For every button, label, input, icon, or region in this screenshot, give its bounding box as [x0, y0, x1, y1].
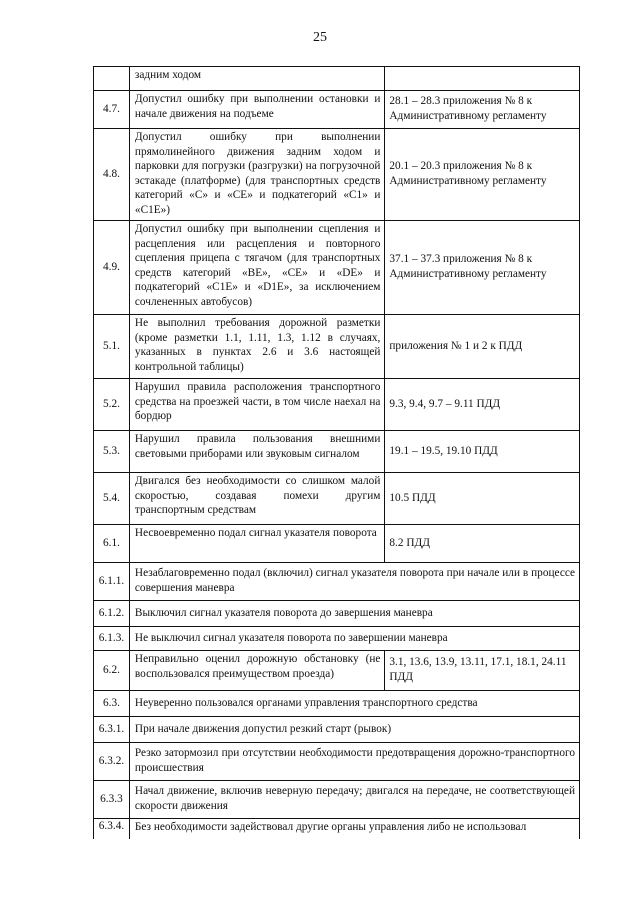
- row-description: Двигался без необходимости со слишком малой скоростью, создавая помехи другим транспортным средствам: [130, 473, 385, 524]
- table-row: [94, 743, 580, 781]
- row-number: 6.2.: [94, 651, 130, 690]
- table-row: [94, 651, 580, 691]
- row-description: Незаблаговременно подал (включил) сигнал указателя поворота при начале или в процессе совершения маневра: [130, 563, 580, 600]
- row-number: 6.3.3: [94, 781, 130, 818]
- row-number: 6.1.2.: [94, 601, 130, 626]
- table-row: [94, 819, 580, 839]
- table-row: [94, 221, 580, 315]
- row-reference: 8.2 ПДД: [385, 525, 580, 562]
- table-row: [94, 691, 580, 717]
- row-description: Несвоевременно подал сигнал указателя поворота: [130, 525, 385, 562]
- row-number: 5.4.: [94, 473, 130, 524]
- row-description: Нарушил правила расположения транспортного средства на проезжей части, в том числе наехал на бордюр: [130, 379, 385, 430]
- row-number: 4.7.: [94, 91, 130, 128]
- row-reference: [385, 67, 580, 90]
- table-row: [94, 129, 580, 221]
- table-row: [94, 717, 580, 743]
- table-row: [94, 67, 580, 91]
- row-description: Резко затормозил при отсутствии необходимости предотвращения дорожно-транспортного происшествия: [130, 743, 580, 780]
- row-number: [94, 67, 130, 90]
- page-number: 25: [313, 30, 327, 45]
- row-description: Неуверенно пользовался органами управления транспортного средства: [130, 691, 580, 716]
- row-number: 5.2.: [94, 379, 130, 430]
- row-number: 6.3.: [94, 691, 130, 716]
- row-description: Неправильно оценил дорожную обстановку (не воспользовался преимуществом проезда): [130, 651, 385, 690]
- row-number: 4.9.: [94, 221, 130, 314]
- row-description: При начале движения допустил резкий старт (рывок): [130, 717, 580, 742]
- row-number: 6.3.2.: [94, 743, 130, 780]
- row-reference: 10.5 ПДД: [385, 473, 580, 524]
- row-reference: 37.1 – 37.3 приложения № 8 к Административному регламенту: [385, 221, 580, 314]
- row-description: Допустил ошибку при выполнении остановки и начале движения на подъеме: [130, 91, 385, 128]
- row-number: 6.1.1.: [94, 563, 130, 600]
- row-reference: 9.3, 9.4, 9.7 – 9.11 ПДД: [385, 379, 580, 430]
- row-description: Не выполнил требования дорожной разметки (кроме разметки 1.1, 1.11, 1.3, 1.12 в случаях, указанных в пунктах 2.6 и 3.6 настоящей контрольной таблицы): [130, 315, 385, 378]
- control-table: [93, 66, 580, 839]
- row-description: Выключил сигнал указателя поворота до завершения маневра: [130, 601, 580, 626]
- table-row: [94, 431, 580, 473]
- row-number: 5.3.: [94, 431, 130, 472]
- row-description: Начал движение, включив неверную передачу; двигался на передаче, не соответствующей скорости движения: [130, 781, 580, 818]
- row-number: 6.1.3.: [94, 627, 130, 650]
- row-description: Нарушил правила пользования внешними световыми приборами или звуковым сигналом: [130, 431, 385, 472]
- table-row: [94, 627, 580, 651]
- table-row: [94, 601, 580, 627]
- table-row: [94, 781, 580, 819]
- row-number: 6.3.1.: [94, 717, 130, 742]
- row-description: Допустил ошибку при выполнении прямолинейного движения задним ходом и парковки для погрузки (разгрузки) на погрузочной эстакаде (платформе) (для транспортных средств категорий «С» и «СЕ» и подкатегорий «С1» и «С1Е»): [130, 129, 385, 220]
- row-description: Без необходимости задействовал другие органы управления либо не использовал: [130, 819, 580, 839]
- row-reference: 3.1, 13.6, 13.9, 13.11, 17.1, 18.1, 24.11 ПДД: [385, 651, 580, 690]
- row-description: задним ходом: [130, 67, 385, 90]
- table-row: [94, 379, 580, 431]
- row-reference: 19.1 – 19.5, 19.10 ПДД: [385, 431, 580, 472]
- table-row: [94, 91, 580, 129]
- row-description: Не выключил сигнал указателя поворота по завершении маневра: [130, 627, 580, 650]
- row-reference: 20.1 – 20.3 приложения № 8 к Административному регламенту: [385, 129, 580, 220]
- row-reference: 28.1 – 28.3 приложения № 8 к Административному регламенту: [385, 91, 580, 128]
- row-reference: приложения № 1 и 2 к ПДД: [385, 315, 580, 378]
- row-number: 5.1.: [94, 315, 130, 378]
- row-number: 6.1.: [94, 525, 130, 562]
- table-row: [94, 315, 580, 379]
- table-row: [94, 563, 580, 601]
- row-description: Допустил ошибку при выполнении сцепления и расцепления или расцепления и повторного сцепления прицепа с тягачом (для транспортных средств категорий «ВЕ», «СЕ» и «DE» и подкатегорий «С1Е» и «D1E», за исключением сочлененных автобусов): [130, 221, 385, 314]
- table-row: [94, 473, 580, 525]
- row-number: 4.8.: [94, 129, 130, 220]
- table-row: [94, 525, 580, 563]
- row-number: 6.3.4.: [94, 819, 130, 839]
